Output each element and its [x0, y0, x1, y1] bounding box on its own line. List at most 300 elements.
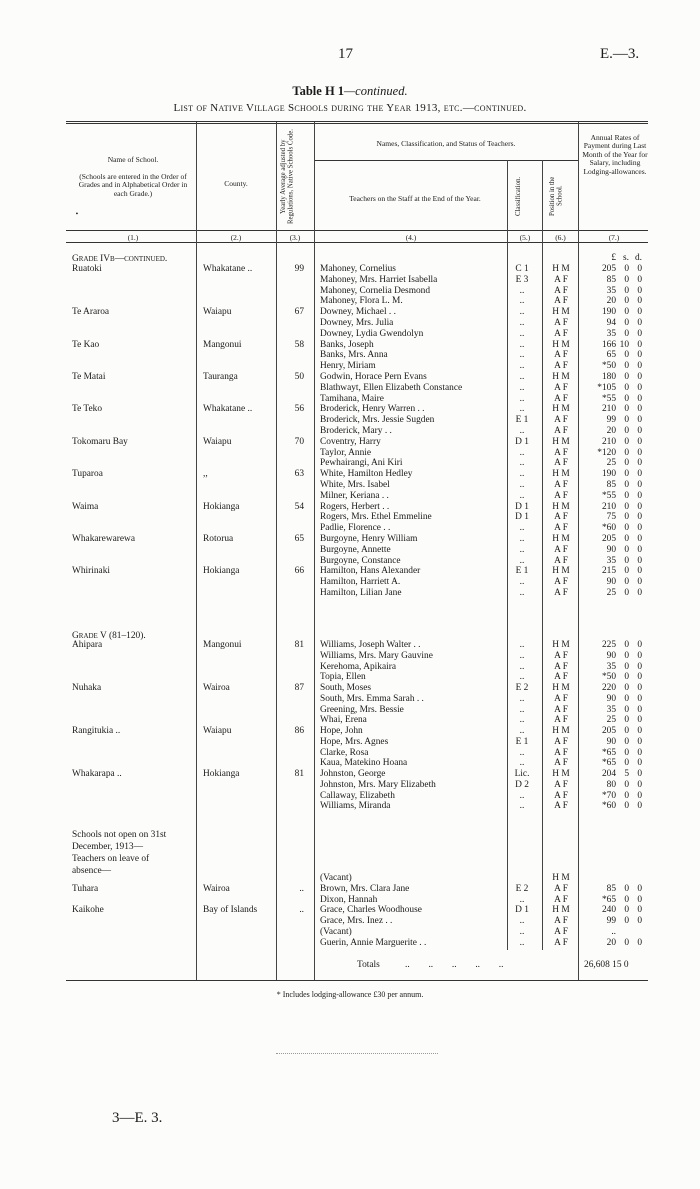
cell-cls: .. [519, 672, 525, 683]
cell-name: Padlie, Florence . . [320, 523, 391, 534]
cell-name: Broderick, Mary . . [320, 426, 392, 436]
table-row [0, 906, 700, 916]
cell-ps: 0 [624, 916, 629, 927]
cell-pp: 0 [637, 447, 642, 458]
cell-ps: 0 [624, 736, 629, 747]
money-pounds: £ [611, 253, 616, 263]
cell-avg: 81 [294, 640, 304, 650]
cell-pos: H M [552, 404, 570, 415]
cell-name: Greening, Mrs. Bessie [320, 704, 404, 715]
cell-pp: 0 [637, 436, 642, 447]
cell-pd: 220 [601, 683, 616, 693]
cell-school: Waima [72, 501, 99, 512]
cell-school: Te Matai [72, 372, 106, 382]
table-row [0, 416, 700, 426]
cell-cls: .. [519, 372, 525, 382]
cell-pd: 90 [606, 650, 616, 661]
table-row [0, 759, 700, 769]
cell-name: Johnston, George [320, 769, 386, 779]
cell-county: Mangonui [203, 640, 242, 650]
cell-name: Downey, Mrs. Julia [320, 318, 394, 328]
table-title [0, 84, 700, 99]
cell-pos: A F [554, 704, 568, 715]
table-row [0, 749, 700, 759]
cell-ps: 0 [624, 588, 629, 598]
table-row [0, 459, 700, 469]
cell-pp: 0 [637, 650, 642, 661]
cell-pos: H M [552, 534, 570, 544]
cell-school: Te Araroa [72, 307, 110, 318]
cell-pp: 0 [637, 566, 642, 577]
table-title-cont: —continued. [344, 84, 408, 98]
cell-cls: .. [519, 640, 525, 650]
cell-school: Te Teko [72, 404, 103, 415]
cell-avg: 81 [294, 769, 304, 779]
cell-ps: 0 [624, 693, 629, 704]
cell-name: Callaway, Elizabeth [320, 790, 395, 801]
cell-school: Tokomaru Bay [72, 436, 128, 447]
table-row [0, 308, 700, 318]
cell-cls: .. [519, 544, 525, 555]
totals-label: Totals [357, 960, 380, 970]
cell-pd: *120 [597, 447, 616, 458]
cell-cls: .. [519, 393, 525, 404]
cell-name: Topia, Ellen [320, 672, 366, 683]
cell-pd: 20 [606, 296, 616, 307]
cell-avg: 66 [294, 566, 304, 577]
cell-pos: H M [552, 372, 570, 382]
end-rule [276, 1053, 438, 1054]
cell-name: (Vacant) [320, 873, 352, 883]
cell-pos: A F [554, 361, 568, 372]
cell-name: Downey, Michael . . [320, 307, 396, 318]
table-row [0, 673, 700, 683]
cell-pd: 85 [606, 883, 616, 894]
cell-ps: 0 [624, 661, 629, 672]
cell-pp: 0 [637, 361, 642, 372]
cell-cls: E 2 [515, 883, 529, 894]
page-reference: E.—3. [600, 46, 640, 62]
cell-pp: 0 [637, 534, 642, 544]
cell-ps: 0 [624, 285, 629, 296]
cell-cls: .. [519, 894, 525, 905]
cell-pos: A F [554, 758, 568, 769]
table-row [0, 362, 700, 372]
cell-cls: .. [519, 916, 525, 927]
cell-name: Hamilton, Harriett A. [320, 577, 401, 588]
cell-name: Burgoyne, Annette [320, 544, 391, 555]
header-position: Position in the School. [549, 176, 564, 216]
cell-name: Broderick, Mrs. Jessie Sugden [320, 415, 435, 426]
cell-cls: E 3 [515, 274, 529, 285]
cell-ps: 0 [624, 937, 629, 948]
colnum-1: (1.) [127, 233, 139, 242]
colnum-3: (3.) [289, 233, 301, 242]
cell-name: South, Moses [320, 683, 372, 693]
cell-cls: Lic. [514, 769, 530, 779]
cell-cls: .. [519, 339, 525, 350]
cell-avg: 87 [294, 683, 304, 693]
table-row [0, 265, 700, 275]
table-row [0, 427, 700, 437]
table-row [0, 781, 700, 791]
cell-pos: A F [554, 747, 568, 758]
cell-ps: 0 [624, 512, 629, 523]
cell-pp: 0 [637, 339, 642, 350]
cell-name: Blathwayt, Ellen Elizabeth Constance [320, 382, 463, 393]
cell-ps: 0 [624, 715, 629, 726]
cell-cls: .. [519, 715, 525, 726]
table-row [0, 939, 700, 949]
cell-cls: .. [519, 790, 525, 801]
cell-pp: 0 [637, 415, 642, 426]
cell-cls: .. [519, 534, 525, 544]
cell-pp: 0 [637, 555, 642, 566]
cell-pd: 166 [601, 339, 616, 350]
table-row [0, 276, 700, 286]
header-annual-rates: Annual Rates of Payment during Last Month of the Year for Salary, including Lodging-allowances. [582, 133, 648, 176]
cell-cls: .. [519, 588, 525, 598]
cell-county: Whakatane .. [203, 264, 253, 274]
table-row [0, 802, 700, 812]
table-row [0, 492, 700, 502]
cell-pp: 0 [637, 577, 642, 588]
cell-pp: 0 [637, 640, 642, 650]
cell-pd: 85 [606, 274, 616, 285]
table-row [0, 384, 700, 394]
cell-ps: 0 [624, 318, 629, 328]
cell-pd: 99 [606, 916, 616, 927]
table-row [0, 546, 700, 556]
cell-cls: .. [519, 693, 525, 704]
cell-county: Whakatane .. [203, 404, 253, 415]
cell-county: Waiapu [203, 726, 232, 736]
header-classification: Classification. [515, 176, 522, 216]
cell-pd: 80 [606, 779, 616, 790]
cell-pos: H M [552, 873, 570, 883]
cell-school: Tuparoa [72, 469, 103, 480]
cell-cls: D 1 [515, 905, 529, 916]
cell-pos: A F [554, 480, 568, 490]
table-row [0, 663, 700, 673]
cell-pp: 0 [637, 905, 642, 916]
cell-pd: *65 [601, 894, 616, 905]
page-signature: 3—E. 3. [112, 1110, 163, 1126]
cell-pd: 35 [606, 704, 616, 715]
cell-ps: 0 [624, 501, 629, 512]
table-row [0, 567, 700, 577]
table-top-rule [66, 121, 648, 122]
cell-school: Whirinaki [72, 566, 111, 577]
cell-pos: A F [554, 672, 568, 683]
money-pence: d. [634, 253, 642, 263]
cell-pp: 0 [637, 747, 642, 758]
footnote: * Includes lodging-allowance £30 per annum. [276, 990, 424, 999]
cell-school: Te Kao [72, 339, 100, 350]
table-row [0, 535, 700, 545]
table-row [0, 481, 700, 491]
cell-county: Hokianga [203, 769, 240, 779]
cell-pd: 180 [601, 372, 616, 382]
cell-school: Ruatoki [72, 264, 102, 274]
cell-pos: H M [552, 905, 570, 916]
cell-school: Rangitukia .. [72, 726, 121, 736]
cell-name: Banks, Joseph [320, 339, 374, 350]
cell-cls: .. [519, 458, 525, 469]
cell-ps: 0 [624, 758, 629, 769]
table-title-main: Table H 1 [292, 84, 345, 98]
cell-ps: 0 [624, 480, 629, 490]
cell-pd: .. [611, 927, 616, 937]
cell-ps: 0 [624, 415, 629, 426]
money-shillings: s. [623, 253, 629, 263]
cell-ps: 0 [624, 726, 629, 736]
cell-ps: 0 [624, 640, 629, 650]
table-row [0, 297, 700, 307]
cell-name: Hope, John [320, 726, 363, 736]
header-teachers-on-staff: Teachers on the Staff at the End of the Year. [349, 194, 481, 203]
table-top-rule-double [66, 123, 648, 124]
cell-name: Mahoney, Cornelius [320, 264, 396, 274]
cell-pos: A F [554, 490, 568, 501]
cell-ps: 0 [624, 790, 629, 801]
cell-ps: 0 [624, 469, 629, 480]
cell-pp: 0 [637, 458, 642, 469]
cell-pd: *65 [601, 747, 616, 758]
column-number-rule [66, 242, 648, 243]
cell-cls: .. [519, 350, 525, 361]
cell-cls: D 1 [515, 501, 529, 512]
table-row [0, 727, 700, 737]
cell-pd: 90 [606, 577, 616, 588]
totals-value: 26,608 15 0 [584, 960, 629, 970]
cell-name: Williams, Miranda [320, 801, 391, 812]
table-row [0, 874, 700, 884]
cell-pos: A F [554, 285, 568, 296]
cell-pd: *55 [601, 393, 616, 404]
cell-avg: 86 [294, 726, 304, 736]
cell-cls: .. [519, 361, 525, 372]
cell-ps: 0 [624, 350, 629, 361]
table-row [0, 330, 700, 340]
cell-pd: 90 [606, 544, 616, 555]
cell-cls: D 1 [515, 436, 529, 447]
table-row [0, 578, 700, 588]
cell-cls: C 1 [515, 264, 529, 274]
cell-pp: 0 [637, 512, 642, 523]
cell-name: Godwin, Horace Pern Evans [320, 372, 427, 382]
cell-name: Johnston, Mrs. Mary Elizabeth [320, 779, 436, 790]
table-row [0, 438, 700, 448]
cell-pp: 0 [637, 790, 642, 801]
cell-pos: H M [552, 469, 570, 480]
cell-pos: A F [554, 937, 568, 948]
table-row [0, 706, 700, 716]
cell-pos: H M [552, 339, 570, 350]
cell-pd: *60 [601, 523, 616, 534]
cell-county: Waiapu [203, 307, 232, 318]
cell-pp: 0 [637, 736, 642, 747]
cell-pd: 35 [606, 555, 616, 566]
cell-name: Coventry, Harry [320, 436, 381, 447]
cell-pp: 0 [637, 779, 642, 790]
cell-pd: *50 [601, 672, 616, 683]
table-row [0, 341, 700, 351]
cell-pd: 90 [606, 736, 616, 747]
table-row [0, 589, 700, 599]
cell-pos: A F [554, 274, 568, 285]
cell-county: Tauranga [203, 372, 238, 382]
section-not-open-1: Schools not open on 31st [72, 830, 167, 840]
cell-pos: A F [554, 544, 568, 555]
cell-pd: 190 [601, 307, 616, 318]
cell-pos: A F [554, 790, 568, 801]
cell-county: Wairoa [203, 883, 230, 894]
cell-pd: 210 [601, 404, 616, 415]
cell-pos: A F [554, 894, 568, 905]
cell-pd: 215 [601, 566, 616, 577]
colnum-4: (4.) [405, 233, 417, 242]
cell-pos: A F [554, 318, 568, 328]
cell-pos: A F [554, 382, 568, 393]
cell-pos: A F [554, 447, 568, 458]
cell-name: Guerin, Annie Marguerite . . [320, 937, 427, 948]
cell-pp: 0 [637, 480, 642, 490]
cell-cls: .. [519, 937, 525, 948]
cell-ps: 0 [624, 447, 629, 458]
cell-county: Hokianga [203, 566, 240, 577]
cell-cls: .. [519, 801, 525, 812]
colnum-5: (5.) [519, 233, 531, 242]
cell-ps: 0 [624, 361, 629, 372]
cell-name: Grace, Mrs. Inez . . [320, 916, 393, 927]
cell-pos: A F [554, 715, 568, 726]
cell-pos: A F [554, 296, 568, 307]
cell-cls: .. [519, 577, 525, 588]
cell-name: Broderick, Henry Warren . . [320, 404, 425, 415]
cell-pp: 0 [637, 661, 642, 672]
table-row [0, 716, 700, 726]
cell-name: Brown, Mrs. Clara Jane [320, 883, 410, 894]
cell-pd: 65 [606, 350, 616, 361]
section-not-open-2: December, 1913— [72, 842, 143, 852]
cell-ps: 5 [624, 769, 629, 779]
cell-pp: 0 [637, 883, 642, 894]
cell-name: White, Mrs. Isabel [320, 480, 390, 490]
cell-cls: .. [519, 726, 525, 736]
cell-cls: D 2 [515, 779, 529, 790]
cell-ps: 0 [624, 566, 629, 577]
table-row [0, 373, 700, 383]
cell-cls: .. [519, 318, 525, 328]
cell-pp: 0 [637, 683, 642, 693]
table-row [0, 503, 700, 513]
cell-avg: 54 [294, 501, 304, 512]
cell-ps: 0 [624, 534, 629, 544]
cell-county: ,, [203, 469, 208, 480]
cell-cls: .. [519, 296, 525, 307]
table-row [0, 287, 700, 297]
cell-cls: .. [519, 285, 525, 296]
cell-pos: A F [554, 458, 568, 469]
cell-cls: .. [519, 382, 525, 393]
cell-ps: 0 [624, 523, 629, 534]
cell-pp: 0 [637, 672, 642, 683]
cell-ps: 0 [624, 436, 629, 447]
cell-pp: 0 [637, 382, 642, 393]
cell-pos: H M [552, 566, 570, 577]
table-row [0, 557, 700, 567]
cell-ps: 0 [624, 650, 629, 661]
cell-cls: .. [519, 426, 525, 436]
cell-name: (Vacant) [320, 927, 352, 937]
cell-pp: 0 [637, 544, 642, 555]
cell-pd: *65 [601, 758, 616, 769]
cell-county: Rotorua [203, 534, 234, 544]
cell-avg: 70 [294, 436, 304, 447]
cell-ps: 0 [624, 328, 629, 339]
table-row [0, 405, 700, 415]
cell-pp: 0 [637, 715, 642, 726]
cell-ps: 0 [624, 490, 629, 501]
cell-name: Whai, Erena [320, 715, 367, 726]
cell-cls: E 1 [515, 415, 529, 426]
cell-pos: A F [554, 328, 568, 339]
cell-ps: 0 [624, 779, 629, 790]
cell-ps: 0 [624, 672, 629, 683]
cell-avg: 65 [294, 534, 304, 544]
cell-ps: 0 [624, 894, 629, 905]
cell-pos: A F [554, 426, 568, 436]
cell-pd: *105 [597, 382, 616, 393]
cell-cls: .. [519, 447, 525, 458]
cell-ps: 0 [624, 296, 629, 307]
cell-cls: .. [519, 328, 525, 339]
cell-pos: A F [554, 512, 568, 523]
cell-pd: 205 [601, 726, 616, 736]
cell-name: Mahoney, Mrs. Harriet Isabella [320, 274, 438, 285]
cell-pd: 35 [606, 328, 616, 339]
cell-name: Mahoney, Cornelia Desmond [320, 285, 431, 296]
cell-pos: A F [554, 555, 568, 566]
table-bottom-rule [66, 980, 648, 981]
table-row [0, 928, 700, 938]
cell-pd: 35 [606, 661, 616, 672]
cell-pp: 0 [637, 350, 642, 361]
cell-ps: 0 [624, 747, 629, 758]
cell-name: Milner, Keriana . . [320, 490, 389, 501]
cell-name: Banks, Mrs. Anna [320, 350, 388, 361]
table-row [0, 896, 700, 906]
cell-pd: 25 [606, 458, 616, 469]
group-header-rule [314, 160, 578, 161]
cell-ps: 0 [624, 372, 629, 382]
cell-pd: 204 [601, 769, 616, 779]
cell-pp: 0 [637, 916, 642, 927]
cell-pos: A F [554, 577, 568, 588]
cell-pp: 0 [637, 490, 642, 501]
table-row [0, 524, 700, 534]
cell-pos: A F [554, 350, 568, 361]
cell-pp: 0 [637, 801, 642, 812]
cell-avg: 58 [294, 339, 304, 350]
cell-cls: .. [519, 480, 525, 490]
cell-cls: .. [519, 758, 525, 769]
cell-pp: 0 [637, 937, 642, 948]
cell-school: Ahipara [72, 640, 103, 650]
cell-pd: *70 [601, 790, 616, 801]
cell-name: Pewhairangi, Ani Kiri [320, 458, 403, 469]
